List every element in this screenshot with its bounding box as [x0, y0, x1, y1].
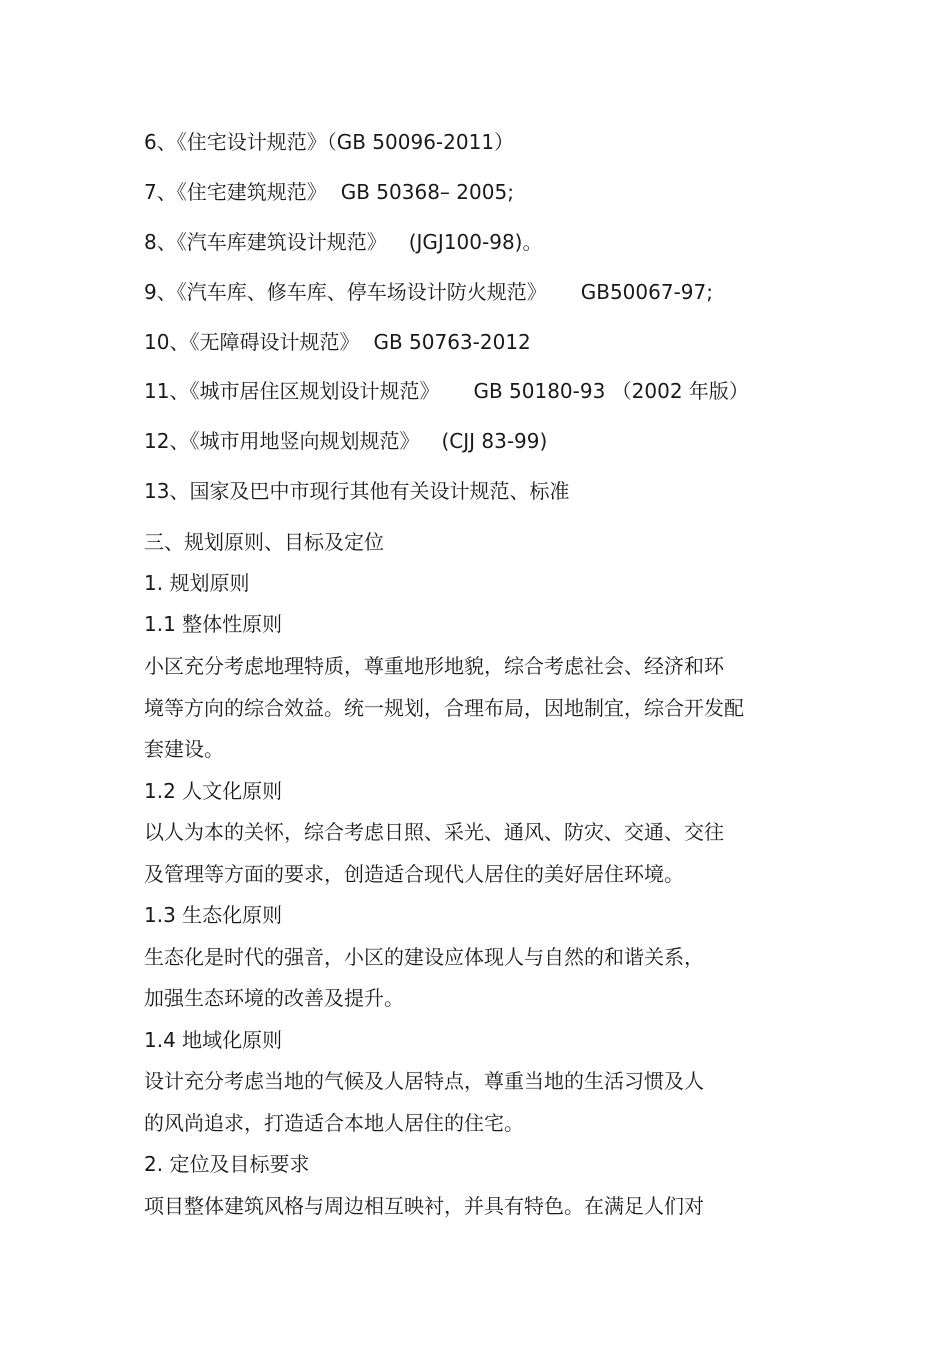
heading-ecological-principle: 1.3 生态化原则 — [144, 903, 283, 927]
reference-item-9 — [144, 278, 713, 306]
heading-integrity-principle: 1.1 整体性原则 — [144, 612, 283, 636]
paragraph-line: 套建设。 — [144, 737, 224, 761]
reference-code: GB 50763-2012 — [373, 330, 531, 354]
paragraph-line: 的风尚追求，打造适合本地人居住的住宅。 — [144, 1111, 524, 1135]
reference-code: GB 50180-93 （2002 年版） — [473, 379, 749, 403]
reference-item-10 — [144, 328, 531, 356]
reference-item-13 — [144, 477, 569, 505]
reference-code: GB50067-97; — [580, 280, 713, 304]
paragraph-line: 加强生态环境的改善及提升。 — [144, 986, 404, 1010]
reference-title: 10、《无障碍设计规范》 — [144, 330, 360, 354]
heading-positioning-goals: 2. 定位及目标要求 — [144, 1152, 310, 1176]
reference-code: GB 50368– 2005; — [340, 180, 514, 204]
paragraph-line: 设计充分考虑当地的气候及人居特点，尊重当地的生活习惯及人 — [144, 1069, 704, 1093]
heading-planning-principles: 1. 规划原则 — [144, 571, 250, 595]
reference-item-6 — [144, 128, 514, 156]
reference-title: 11、《城市居住区规划设计规范》 — [144, 379, 440, 403]
heading-humanistic-principle: 1.2 人文化原则 — [144, 779, 283, 803]
reference-title: 6、《住宅设计规范》 — [144, 130, 327, 154]
paragraph-line: 小区充分考虑地理特质，尊重地形地貌，综合考虑社会、经济和环 — [144, 654, 724, 678]
reference-title: 8、《汽车库建筑设计规范》 — [144, 230, 387, 254]
reference-item-7 — [144, 178, 514, 206]
reference-item-12 — [144, 427, 547, 455]
paragraph-line: 境等方向的综合效益。统一规划，合理布局，因地制宜，综合开发配 — [144, 696, 744, 720]
paragraph-line: 及管理等方面的要求，创造适合现代人居住的美好居住环境。 — [144, 862, 684, 886]
reference-title: 9、《汽车库、修车库、停车场设计防火规范》 — [144, 280, 547, 304]
heading-regional-principle: 1.4 地域化原则 — [144, 1028, 283, 1052]
paragraph-line: 以人为本的关怀，综合考虑日照、采光、通风、防灾、交通、交往 — [144, 820, 724, 844]
reference-title: 12、《城市用地竖向规划规范》 — [144, 429, 420, 453]
paragraph-line: 项目整体建筑风格与周边相互映衬，并具有特色。在满足人们对 — [144, 1194, 704, 1218]
reference-code: （GB 50096-2011） — [326, 130, 515, 154]
reference-title: 7、《住宅建筑规范》 — [144, 180, 327, 204]
section-title: 三、规划原则、目标及定位 — [144, 530, 384, 554]
reference-item-8 — [144, 228, 542, 256]
paragraph-line: 生态化是时代的强音，小区的建设应体现人与自然的和谐关系， — [144, 945, 704, 969]
reference-title: 13、国家及巴中市现行其他有关设计规范、标准 — [144, 479, 570, 503]
reference-code: (JGJ100-98)。 — [408, 230, 543, 254]
reference-item-11 — [144, 377, 749, 405]
reference-code: (CJJ 83-99) — [441, 429, 548, 453]
